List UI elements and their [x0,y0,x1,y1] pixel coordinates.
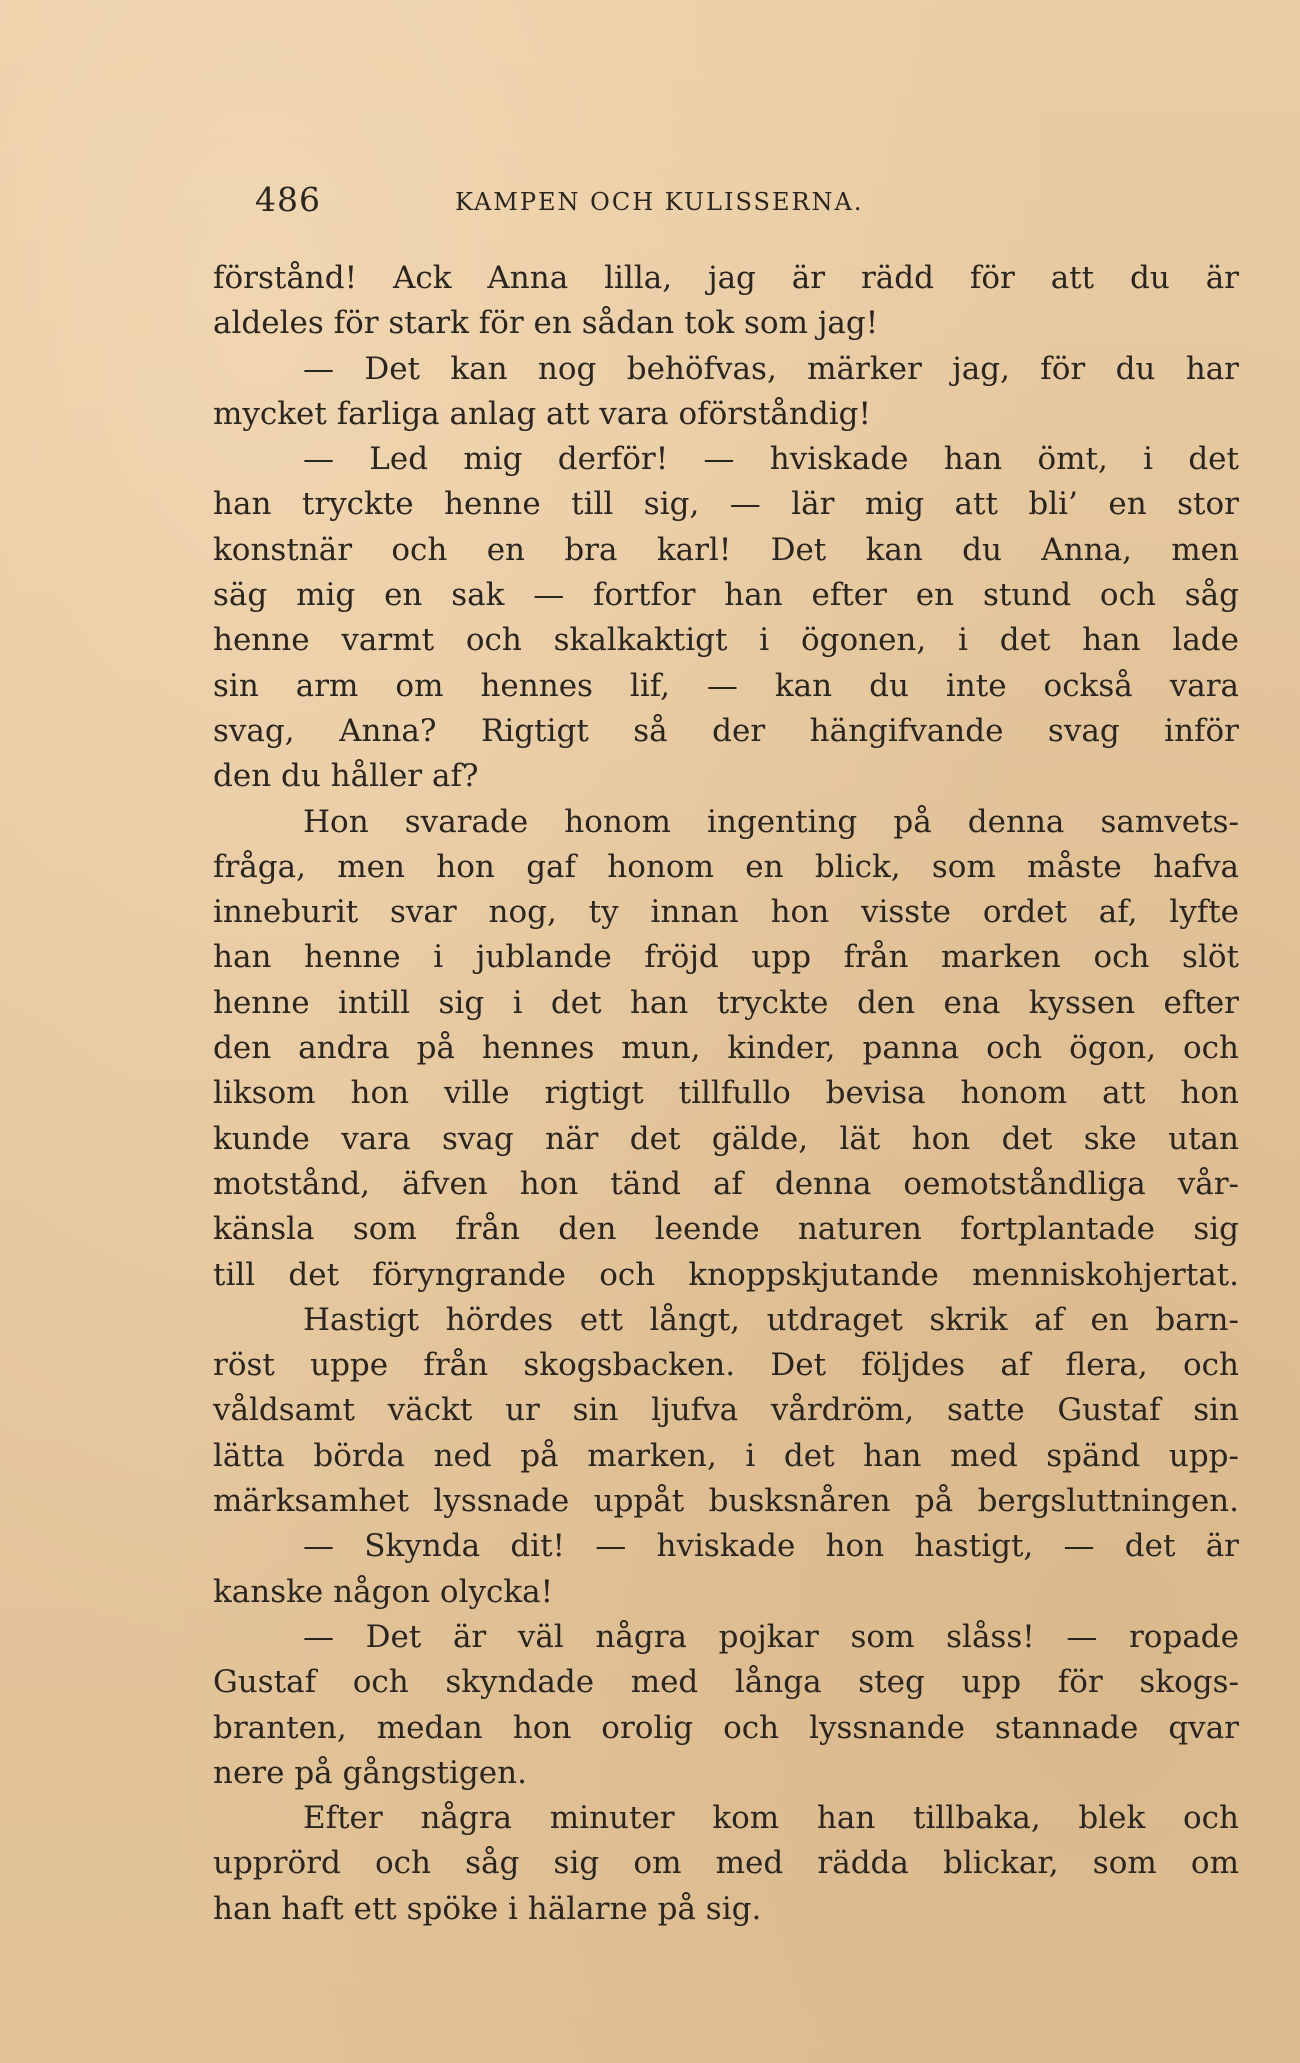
text-line: den andra på hennes mun, kinder, panna och ögon, och [213,1030,1239,1067]
text-line: konstnär och en bra karl! Det kan du Anna, men [213,531,1239,568]
text-line: Hastigt hördes ett långt, utdraget skrik af en barn- [303,1301,1239,1338]
running-head [255,180,1275,230]
text-line: våldsamt väckt ur sin ljufva vårdröm, satte Gustaf sin [213,1392,1239,1429]
text-line: henne intill sig i det han tryckte den ena kyssen efter [213,984,1239,1021]
text-line: kanske någon olycka! [213,1573,554,1610]
text-line: — Led mig derför! — hviskade han ömt, i det [303,441,1239,478]
text-line: den du håller af? [213,758,479,795]
text-line: fråga, men hon gaf honom en blick, som måste hafva [213,848,1239,885]
text-line: henne varmt och skalkaktigt i ögonen, i det han lade [213,622,1239,659]
text-line: aldeles för stark för en sådan tok som jag! [213,305,879,342]
text-line: säg mig en sak — fortfor han efter en stund och såg [213,577,1239,614]
text-line: — Det kan nog behöfvas, märker jag, för du har [303,350,1239,387]
text-line: kunde vara svag när det gälde, lät hon det ske utan [213,1120,1239,1157]
text-line: Hon svarade honom ingenting på denna samvets- [303,803,1239,840]
text-line: förstånd! Ack Anna lilla, jag är rädd för att du är [213,260,1239,296]
text-line: nere på gångstigen. [213,1754,527,1791]
running-title: KAMPEN OCH KULISSERNA. [455,188,864,216]
text-line: mycket farliga anlag att vara oförståndig! [213,395,871,432]
text-line: liksom hon ville rigtigt tillfullo bevisa honom att hon [213,1075,1239,1112]
text-line: sin arm om hennes lif, — kan du inte också vara [213,667,1239,704]
text-line: känsla som från den leende naturen fortplantade sig [213,1211,1239,1248]
text-line: branten, medan hon orolig och lyssnande stannade qvar [213,1709,1239,1746]
text-line: Efter några minuter kom han tillbaka, blek och [303,1800,1239,1837]
text-line: — Det är väl några pojkar som slåss! — ropade [303,1618,1239,1655]
text-line: han tryckte henne till sig, — lär mig att bli’ en stor [213,486,1239,523]
text-line: till det föryngrande och knoppskjutande menniskohjertat. [213,1256,1239,1293]
text-line: han haft ett spöke i hälarne på sig. [213,1890,762,1927]
text-line: röst uppe från skogsbacken. Det följdes af flera, och [213,1347,1239,1384]
text-line: upprörd och såg sig om med rädda blickar, som om [213,1845,1239,1882]
text-line: märksamhet lyssnade uppåt busksnåren på bergsluttningen. [213,1483,1239,1520]
text-line: svag, Anna? Rigtigt så der hängifvande svag inför [213,712,1239,749]
text-line: Gustaf och skyndade med långa steg upp för skogs- [213,1664,1239,1701]
text-line: han henne i jublande fröjd upp från marken och slöt [213,939,1239,976]
text-line: lätta börda ned på marken, i det han med spänd upp- [213,1437,1239,1474]
body-text [213,256,1239,1932]
text-line: motstånd, äfven hon tänd af denna oemotståndliga vår- [213,1165,1239,1202]
text-line: inneburit svar nog, ty innan hon visste ordet af, lyfte [213,894,1239,931]
text-line: — Skynda dit! — hviskade hon hastigt, — det är [303,1528,1239,1565]
page-number: 486 [255,180,321,219]
